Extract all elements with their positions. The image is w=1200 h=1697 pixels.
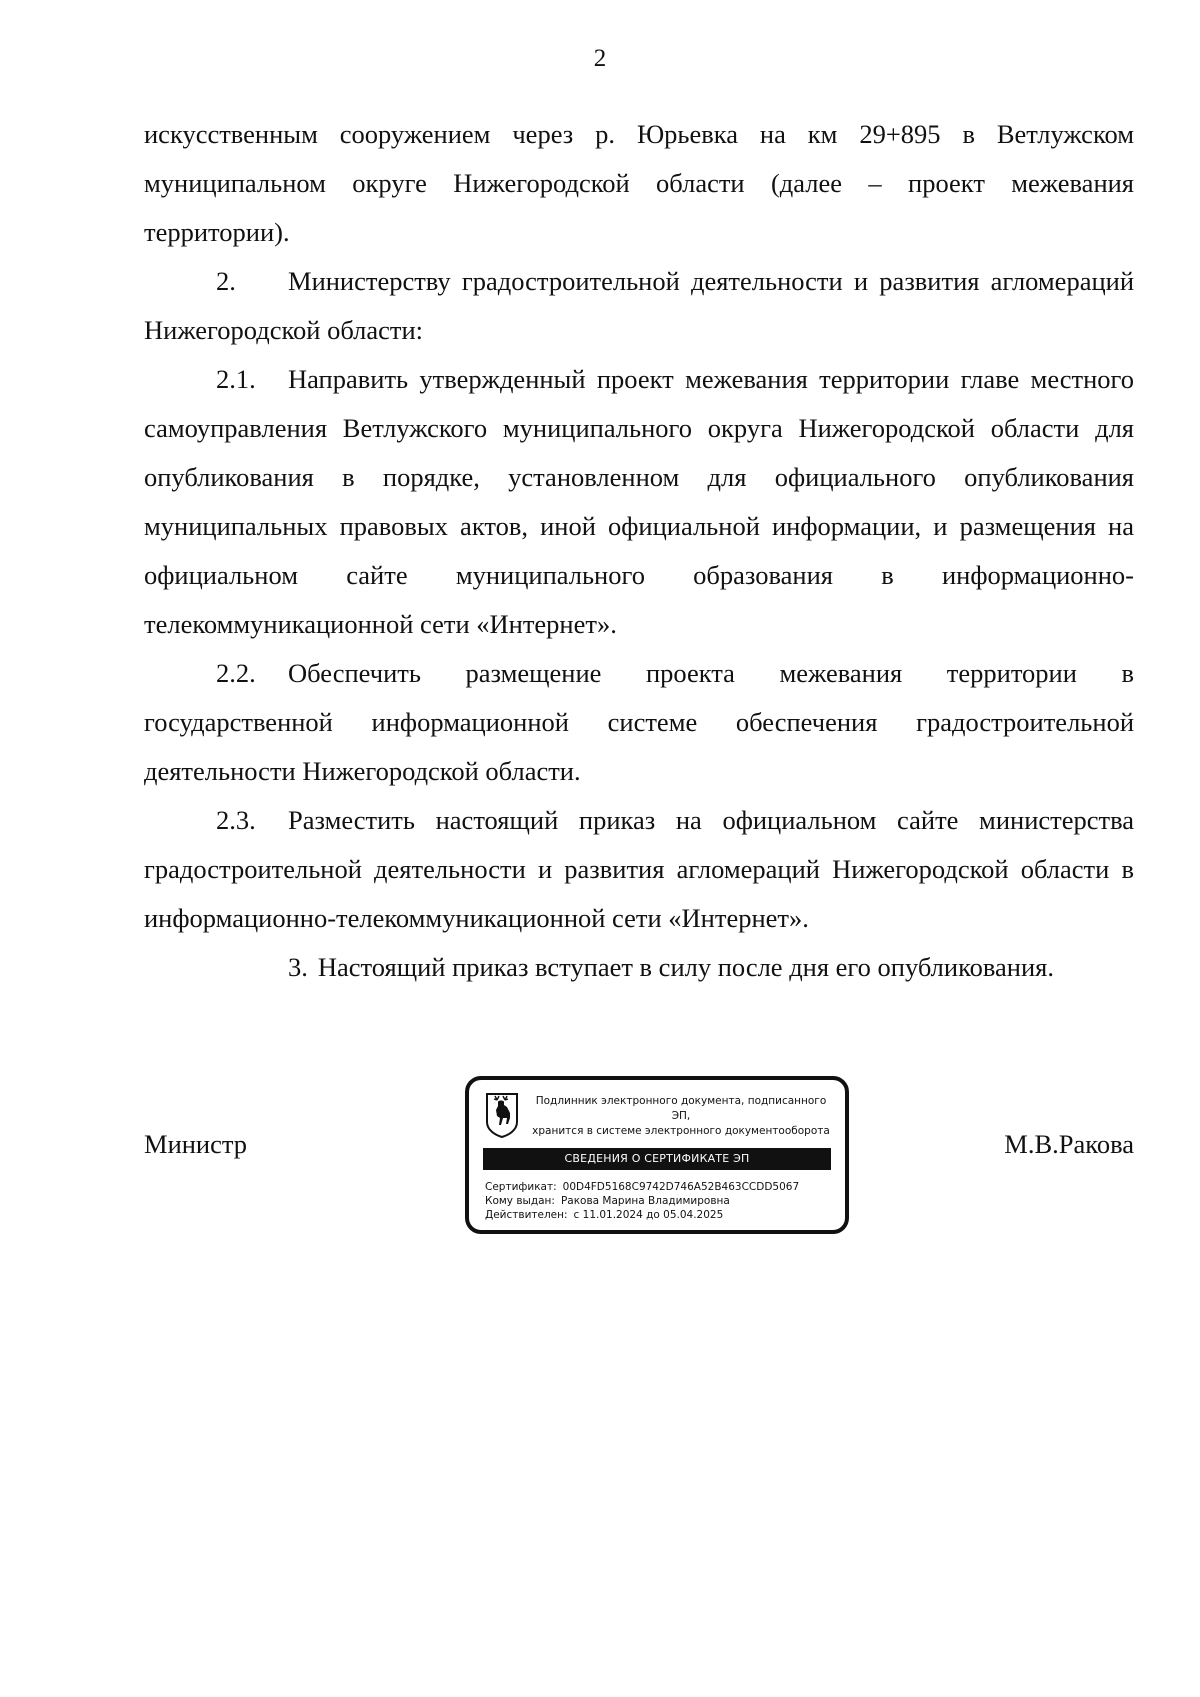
paragraph-3 bbox=[144, 943, 1134, 992]
paragraph-2-2 bbox=[144, 649, 1134, 796]
owner-row bbox=[485, 1194, 835, 1208]
certificate-details bbox=[485, 1180, 835, 1222]
nizhny-novgorod-deer-emblem-icon bbox=[485, 1092, 519, 1138]
paragraph-intro: искусственным сооружением через р. Юрьевка на км 29+895 в Ветлужском муниципальном округе Нижегородской области (далее – проект межевания территории). bbox=[144, 119, 1134, 247]
item-text: Обеспечить размещение проекта межевания территории в государственной информационной системе обеспечения градостроительной деятельности Нижегородской области. bbox=[144, 658, 1134, 786]
item-number: 2.3. bbox=[216, 805, 256, 835]
item-number: 2.1. bbox=[216, 364, 256, 394]
item-text: Разместить настоящий приказ на официальном сайте министерства градостроительной деятельности и развития агломераций Нижегородской области в информационно-телекоммуникационной сети «Интернет». bbox=[144, 805, 1134, 933]
signatory-title: Министр bbox=[144, 1129, 248, 1159]
owner-value: Ракова Марина Владимировна bbox=[560, 1195, 730, 1207]
paragraph-2-1 bbox=[144, 355, 1134, 649]
item-text: Направить утвержденный проект межевания территории главе местного самоуправления Ветлужского муниципального округа Нижегородской области для опубликования в порядке, установленном для официального опубликования муниципальных правовых актов, иной официальной информации, и размещения на официальном сайте муниципального образования в информационно-телекоммуникационной сети «Интернет». bbox=[144, 364, 1134, 639]
stamp-header-line: хранится в системе электронного документооборота bbox=[532, 1125, 830, 1137]
validity-row bbox=[485, 1208, 835, 1222]
signatory-name: М.В.Ракова bbox=[1004, 1129, 1134, 1159]
paragraph-2-3 bbox=[144, 796, 1134, 943]
validity-label: Действителен: bbox=[485, 1209, 568, 1221]
page-number: 2 bbox=[593, 45, 607, 72]
item-number: 2. bbox=[216, 266, 236, 296]
owner-label: Кому выдан: bbox=[485, 1195, 555, 1207]
document-body bbox=[144, 110, 1134, 992]
electronic-signature-stamp bbox=[465, 1076, 849, 1234]
validity-value: с 11.01.2024 до 05.04.2025 bbox=[573, 1209, 724, 1221]
certificate-row bbox=[485, 1180, 835, 1194]
item-text: Министерству градостроительной деятельности и развития агломераций Нижегородской области: bbox=[144, 266, 1134, 345]
certificate-value: 00D4FD5168C9742D746A52B463CCDD5067 bbox=[562, 1181, 800, 1193]
certificate-label: Сертификат: bbox=[485, 1181, 557, 1193]
item-number: 3. bbox=[288, 952, 308, 982]
paragraph-2 bbox=[144, 257, 1134, 355]
stamp-header bbox=[525, 1094, 837, 1139]
certificate-info-heading: СВЕДЕНИЯ О СЕРТИФИКАТЕ ЭП bbox=[483, 1148, 831, 1170]
stamp-header-line: Подлинник электронного документа, подписанного ЭП, bbox=[535, 1095, 827, 1122]
item-text: Настоящий приказ вступает в силу после дня его опубликования. bbox=[317, 952, 1054, 982]
item-number: 2.2. bbox=[216, 658, 256, 688]
